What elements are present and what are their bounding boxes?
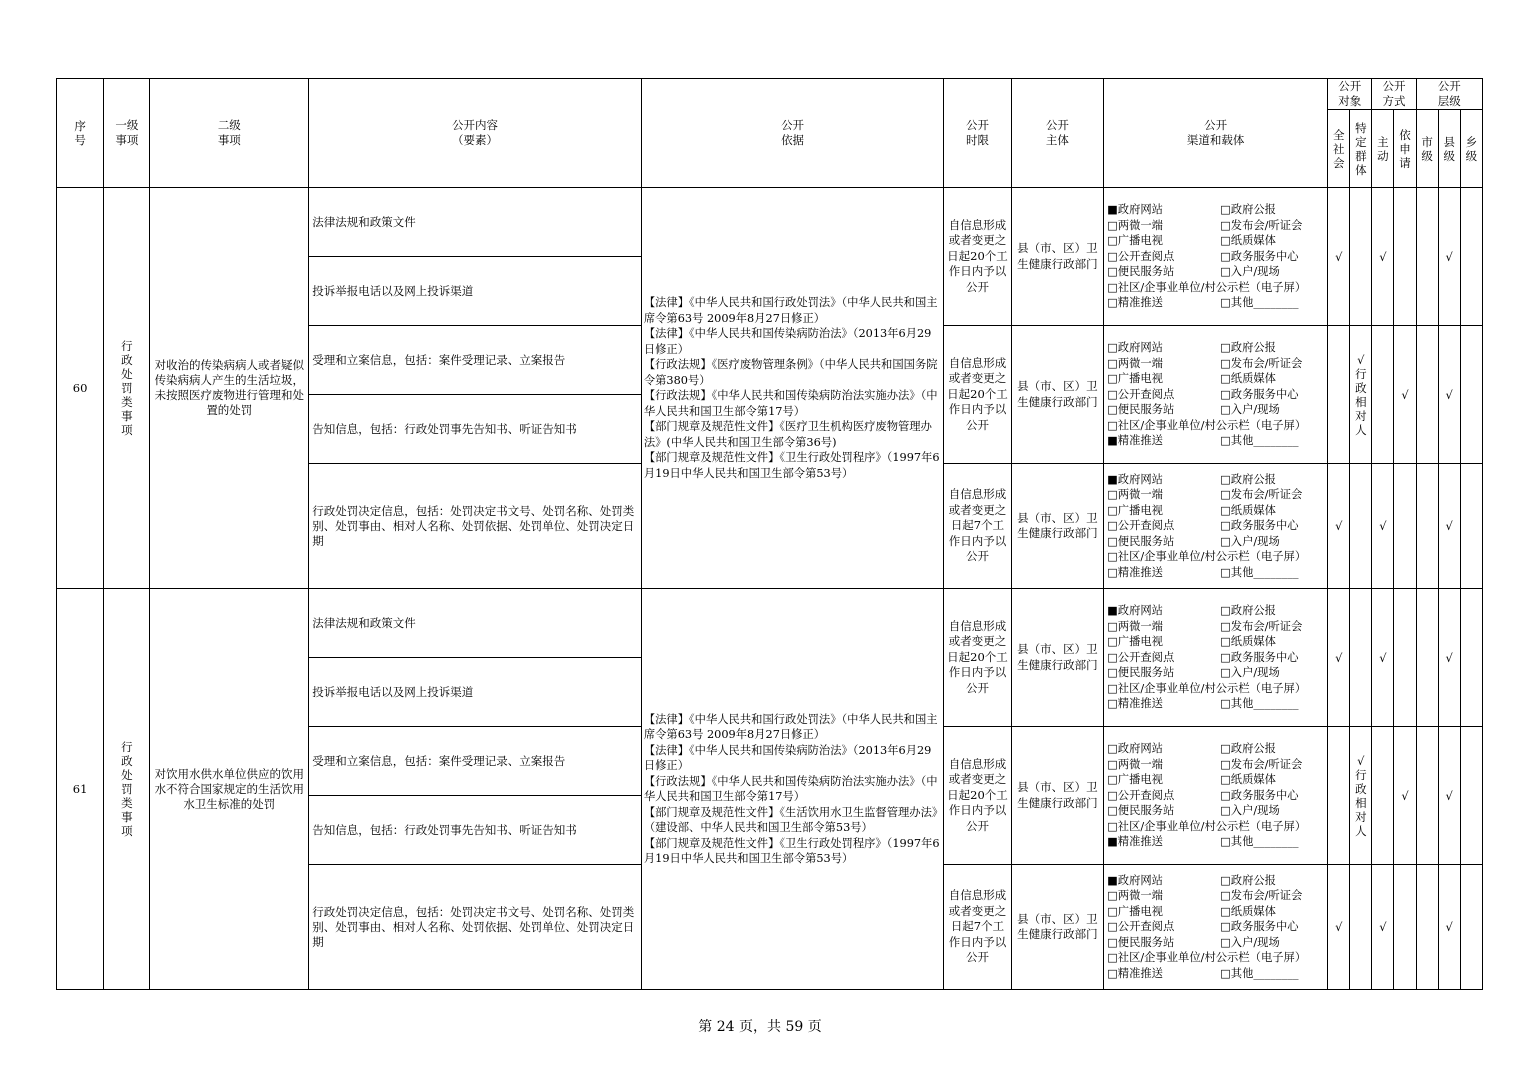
mark-level-town [1460, 865, 1482, 990]
disclosure-table [56, 78, 1483, 990]
mark-level-city [1416, 464, 1438, 589]
row-channels [1104, 326, 1328, 464]
header-target-specific: 特定群体 [1350, 110, 1372, 188]
channel-item: ■政府网站 [1107, 604, 1163, 618]
row-period: 自信息形成或者变更之日起7个工作日内予以公开 [944, 464, 1011, 589]
mark-method-request [1394, 865, 1416, 990]
row-seq: 60 [57, 188, 104, 589]
channel-other: □其他________ [1220, 296, 1299, 310]
mark-target-all: √ [1328, 188, 1350, 326]
mark-method-active: √ [1372, 188, 1394, 326]
mark-level-city [1416, 326, 1438, 464]
row-subject: 县（市、区）卫生健康行政部门 [1011, 589, 1103, 727]
channel-item: □发布会/听证会 [1220, 488, 1303, 502]
channel-other: □其他________ [1220, 835, 1299, 849]
channel-row [1107, 696, 1325, 712]
channel-item: □入户/现场 [1220, 534, 1280, 548]
row-level1: 行政处罚类事项 [104, 188, 150, 589]
channel-item: □政务服务中心 [1220, 249, 1299, 263]
channel-push: ■精准推送 [1107, 835, 1163, 849]
row-content: 受理和立案信息，包括：案件受理记录、立案报告 [309, 326, 642, 395]
row-subject: 县（市、区）卫生健康行政部门 [1011, 188, 1103, 326]
channel-item: □政务服务中心 [1220, 920, 1299, 934]
mark-level-county: √ [1438, 727, 1460, 865]
mark-level-city [1416, 727, 1438, 865]
channel-community: □社区/企事业单位/村公示栏（电子屏） [1107, 951, 1307, 965]
row-channels [1104, 727, 1328, 865]
channel-item: □公开查阅点 [1107, 788, 1175, 802]
mark-level-town [1460, 326, 1482, 464]
channel-row [1107, 803, 1325, 819]
channel-item: □便民服务站 [1107, 403, 1175, 417]
row-content: 法律法规和政策文件 [309, 188, 642, 257]
header-seq: 序号 [57, 79, 104, 188]
channel-item: □入户/现场 [1220, 935, 1280, 949]
channel-item: □公开查阅点 [1107, 387, 1175, 401]
channel-community: □社区/企事业单位/村公示栏（电子屏） [1107, 418, 1307, 432]
row-subject: 县（市、区）卫生健康行政部门 [1011, 464, 1103, 589]
mark-method-active [1372, 727, 1394, 865]
channel-row [1107, 873, 1325, 889]
channel-item: □政务服务中心 [1220, 788, 1299, 802]
mark-method-active [1372, 326, 1394, 464]
channel-item: □纸质媒体 [1220, 503, 1276, 517]
mark-target-all: √ [1328, 865, 1350, 990]
channel-row [1107, 935, 1325, 951]
channel-row [1107, 202, 1325, 218]
header-level: 公开层级 [1416, 79, 1482, 110]
mark-method-request: √ [1394, 727, 1416, 865]
channel-row [1107, 387, 1325, 403]
channel-item: □广播电视 [1107, 372, 1163, 386]
channel-item: □发布会/听证会 [1220, 889, 1303, 903]
mark-level-city [1416, 589, 1438, 727]
channel-community: □社区/企事业单位/村公示栏（电子屏） [1107, 681, 1307, 695]
basis-item: 【行政法规】《医疗废物管理条例》（中华人民共和国国务院令第380号） [643, 358, 938, 387]
mark-level-town [1460, 464, 1482, 589]
header-period: 公开 时限 [944, 79, 1011, 188]
basis-item: 【部门规章及规范性文件】《卫生行政处罚程序》（1997年6月19日中华人民共和国卫生部令第53号） [643, 451, 940, 480]
channel-item: □政府公报 [1220, 203, 1276, 217]
mark-target-specific [1350, 865, 1372, 990]
channel-item: □政府公报 [1220, 873, 1276, 887]
row-period: 自信息形成或者变更之日起20个工作日内予以公开 [944, 727, 1011, 865]
channel-row [1107, 487, 1325, 503]
channel-row [1107, 402, 1325, 418]
row-basis [641, 589, 943, 990]
row-subject: 县（市、区）卫生健康行政部门 [1011, 326, 1103, 464]
mark-method-active: √ [1372, 464, 1394, 589]
mark-method-active: √ [1372, 589, 1394, 727]
channel-row [1107, 472, 1325, 488]
header-level1: 一级事项 [104, 79, 150, 188]
channel-item: □发布会/听证会 [1220, 356, 1303, 370]
basis-item: 【法律】《中华人民共和国传染病防治法》（2013年6月29日修正） [643, 327, 932, 356]
channel-row [1107, 565, 1325, 581]
channel-push: □精准推送 [1107, 966, 1163, 980]
channel-item: □政务服务中心 [1220, 650, 1299, 664]
channel-item: □广播电视 [1107, 904, 1163, 918]
channel-item: □政府公报 [1220, 742, 1276, 756]
basis-item: 【法律】《中华人民共和国行政处罚法》（中华人民共和国主席令第63号 2009年8月27日修正） [643, 712, 938, 741]
channel-item: ■政府网站 [1107, 472, 1163, 486]
header-method-request: 依申请 [1394, 110, 1416, 188]
mark-target-all: √ [1328, 589, 1350, 727]
basis-item: 【部门规章及规范性文件】《生活饮用水卫生监督管理办法》（建设部、中华人民共和国卫生部令第53号） [643, 805, 938, 834]
header-basis: 公开 依据 [641, 79, 943, 188]
mark-target-specific [1350, 188, 1372, 326]
channel-item: □发布会/听证会 [1220, 218, 1303, 232]
channel-item: □政府公报 [1220, 341, 1276, 355]
channel-item: □政府网站 [1107, 742, 1163, 756]
channel-item: □政府网站 [1107, 341, 1163, 355]
channel-item: □两微一端 [1107, 619, 1163, 633]
channel-push: ■精准推送 [1107, 434, 1163, 448]
channel-item: □广播电视 [1107, 635, 1163, 649]
header-level-county: 县级 [1438, 110, 1460, 188]
row-level2: 对饮用水供水单位供应的饮用水不符合国家规定的生活饮用水卫生标准的处罚 [150, 589, 309, 990]
channel-item: □两微一端 [1107, 889, 1163, 903]
mark-target-specific [1350, 464, 1372, 589]
channel-item: □政务服务中心 [1220, 519, 1299, 533]
channel-push: □精准推送 [1107, 697, 1163, 711]
channel-row [1107, 919, 1325, 935]
channel-item: □广播电视 [1107, 503, 1163, 517]
channel-row [1107, 650, 1325, 666]
channel-row [1107, 356, 1325, 372]
channel-row [1107, 788, 1325, 804]
mark-method-request [1394, 188, 1416, 326]
channel-row [1107, 340, 1325, 356]
channel-item: □公开查阅点 [1107, 920, 1175, 934]
mark-target-specific [1350, 589, 1372, 727]
row-content: 投诉举报电话以及网上投诉渠道 [309, 257, 642, 326]
channel-item: □纸质媒体 [1220, 234, 1276, 248]
mark-method-active: √ [1372, 865, 1394, 990]
mark-target-specific: √行政相对人 [1350, 727, 1372, 865]
mark-level-town [1460, 589, 1482, 727]
row-content: 告知信息，包括：行政处罚事先告知书、听证告知书 [309, 395, 642, 464]
channel-row [1107, 249, 1325, 265]
header-level-town: 乡级 [1460, 110, 1482, 188]
header-method: 公开方式 [1372, 79, 1416, 110]
basis-item: 【部门规章及规范性文件】《卫生行政处罚程序》（1997年6月19日中华人民共和国卫生部令第53号） [643, 836, 940, 865]
row-basis [641, 188, 943, 589]
channel-item: □公开查阅点 [1107, 519, 1175, 533]
channel-item: □便民服务站 [1107, 804, 1175, 818]
row-content: 行政处罚决定信息，包括：处罚决定书文号、处罚名称、处罚类别、处罚事由、相对人名称、处罚依据、处罚单位、处罚决定日期 [309, 865, 642, 990]
channel-item: □纸质媒体 [1220, 773, 1276, 787]
basis-item: 【行政法规】《中华人民共和国传染病防治法实施办法》（中华人民共和国卫生部令第17号） [643, 389, 938, 418]
row-content: 法律法规和政策文件 [309, 589, 642, 658]
basis-item: 【法律】《中华人民共和国行政处罚法》（中华人民共和国主席令第63号 2009年8月27日修正） [643, 296, 938, 325]
header-channel: 公开 渠道和载体 [1104, 79, 1328, 188]
mark-level-city [1416, 865, 1438, 990]
channel-row [1107, 233, 1325, 249]
channel-item: □纸质媒体 [1220, 904, 1276, 918]
channel-item: □入户/现场 [1220, 666, 1280, 680]
channel-community: □社区/企事业单位/村公示栏（电子屏） [1107, 550, 1307, 564]
header-target-all: 全社会 [1328, 110, 1350, 188]
channel-item: □两微一端 [1107, 356, 1163, 370]
channel-row [1107, 634, 1325, 650]
channel-community: □社区/企事业单位/村公示栏（电子屏） [1107, 819, 1307, 833]
channel-other: □其他________ [1220, 966, 1299, 980]
mark-level-town [1460, 727, 1482, 865]
channel-item: □两微一端 [1107, 488, 1163, 502]
channel-item: □公开查阅点 [1107, 650, 1175, 664]
row-subject: 县（市、区）卫生健康行政部门 [1011, 727, 1103, 865]
channel-row [1107, 264, 1325, 280]
channel-row [1107, 741, 1325, 757]
channel-row [1107, 757, 1325, 773]
channel-row [1107, 218, 1325, 234]
channel-other: □其他________ [1220, 565, 1299, 579]
row-subject: 县（市、区）卫生健康行政部门 [1011, 865, 1103, 990]
mark-level-city [1416, 188, 1438, 326]
channel-item: □两微一端 [1107, 757, 1163, 771]
channel-other: □其他________ [1220, 697, 1299, 711]
basis-item: 【行政法规】《中华人民共和国传染病防治法实施办法》（中华人民共和国卫生部令第17号） [643, 774, 938, 803]
channel-item: ■政府网站 [1107, 203, 1163, 217]
mark-method-request [1394, 589, 1416, 727]
header-level2: 二级事项 [150, 79, 309, 188]
mark-level-town [1460, 188, 1482, 326]
page-footer: 第 24 页，共 59 页 [698, 1019, 822, 1035]
channel-community: □社区/企事业单位/村公示栏（电子屏） [1107, 280, 1307, 294]
row-channels [1104, 589, 1328, 727]
channel-row [1107, 665, 1325, 681]
channel-item: □公开查阅点 [1107, 249, 1175, 263]
channel-item: □广播电视 [1107, 773, 1163, 787]
channel-row [1107, 904, 1325, 920]
channel-item: □广播电视 [1107, 234, 1163, 248]
row-channels [1104, 464, 1328, 589]
row-period: 自信息形成或者变更之日起20个工作日内予以公开 [944, 589, 1011, 727]
mark-level-county: √ [1438, 326, 1460, 464]
mark-method-request [1394, 464, 1416, 589]
channel-item: □两微一端 [1107, 218, 1163, 232]
channel-item: □便民服务站 [1107, 265, 1175, 279]
channel-item: □便民服务站 [1107, 935, 1175, 949]
header-content: 公开内容 （要素） [309, 79, 642, 188]
channel-row [1107, 834, 1325, 850]
row-period: 自信息形成或者变更之日起20个工作日内予以公开 [944, 326, 1011, 464]
header-method-active: 主动 [1372, 110, 1394, 188]
basis-item: 【法律】《中华人民共和国传染病防治法》（2013年6月29日修正） [643, 743, 932, 772]
channel-item: □入户/现场 [1220, 265, 1280, 279]
row-channels [1104, 188, 1328, 326]
mark-target-all [1328, 727, 1350, 865]
channel-item: □发布会/听证会 [1220, 619, 1303, 633]
channel-row [1107, 534, 1325, 550]
row-seq: 61 [57, 589, 104, 990]
mark-level-county: √ [1438, 188, 1460, 326]
channel-row [1107, 371, 1325, 387]
row-level2: 对收治的传染病病人或者疑似传染病病人产生的生活垃圾，未按照医疗废物进行管理和处置的处罚 [150, 188, 309, 589]
channel-row [1107, 518, 1325, 534]
row-period: 自信息形成或者变更之日起7个工作日内予以公开 [944, 865, 1011, 990]
row-content: 行政处罚决定信息，包括：处罚决定书文号、处罚名称、处罚类别、处罚事由、相对人名称、处罚依据、处罚单位、处罚决定日期 [309, 464, 642, 589]
header-subject: 公开 主体 [1011, 79, 1103, 188]
row-content: 投诉举报电话以及网上投诉渠道 [309, 658, 642, 727]
channel-item: □政务服务中心 [1220, 387, 1299, 401]
row-period: 自信息形成或者变更之日起20个工作日内予以公开 [944, 188, 1011, 326]
mark-target-all [1328, 326, 1350, 464]
mark-target-specific: √行政相对人 [1350, 326, 1372, 464]
channel-item: □入户/现场 [1220, 403, 1280, 417]
channel-row [1107, 619, 1325, 635]
channel-item: □便民服务站 [1107, 666, 1175, 680]
mark-level-county: √ [1438, 589, 1460, 727]
channel-row [1107, 772, 1325, 788]
table-row [57, 188, 1483, 257]
channel-row [1107, 295, 1325, 311]
header-target: 公开对象 [1328, 79, 1372, 110]
channel-item: □政府公报 [1220, 604, 1276, 618]
mark-level-county: √ [1438, 865, 1460, 990]
row-level1: 行政处罚类事项 [104, 589, 150, 990]
mark-target-all: √ [1328, 464, 1350, 589]
channel-row [1107, 888, 1325, 904]
channel-row [1107, 966, 1325, 982]
mark-level-county: √ [1438, 464, 1460, 589]
channel-push: □精准推送 [1107, 296, 1163, 310]
row-content: 告知信息，包括：行政处罚事先告知书、听证告知书 [309, 796, 642, 865]
channel-push: □精准推送 [1107, 565, 1163, 579]
table-row [57, 589, 1483, 658]
channel-row [1107, 603, 1325, 619]
channel-item: □纸质媒体 [1220, 635, 1276, 649]
channel-row [1107, 433, 1325, 449]
mark-method-request: √ [1394, 326, 1416, 464]
channel-item: □发布会/听证会 [1220, 757, 1303, 771]
row-channels [1104, 865, 1328, 990]
basis-item: 【部门规章及规范性文件】《医疗卫生机构医疗废物管理办法》(中华人民共和国卫生部令第36号) [643, 420, 932, 449]
channel-item: □政府公报 [1220, 472, 1276, 486]
row-content: 受理和立案信息，包括：案件受理记录、立案报告 [309, 727, 642, 796]
channel-item: ■政府网站 [1107, 873, 1163, 887]
channel-item: □便民服务站 [1107, 534, 1175, 548]
channel-other: □其他________ [1220, 434, 1299, 448]
channel-item: □纸质媒体 [1220, 372, 1276, 386]
header-level-city: 市级 [1416, 110, 1438, 188]
channel-row [1107, 503, 1325, 519]
channel-item: □入户/现场 [1220, 804, 1280, 818]
